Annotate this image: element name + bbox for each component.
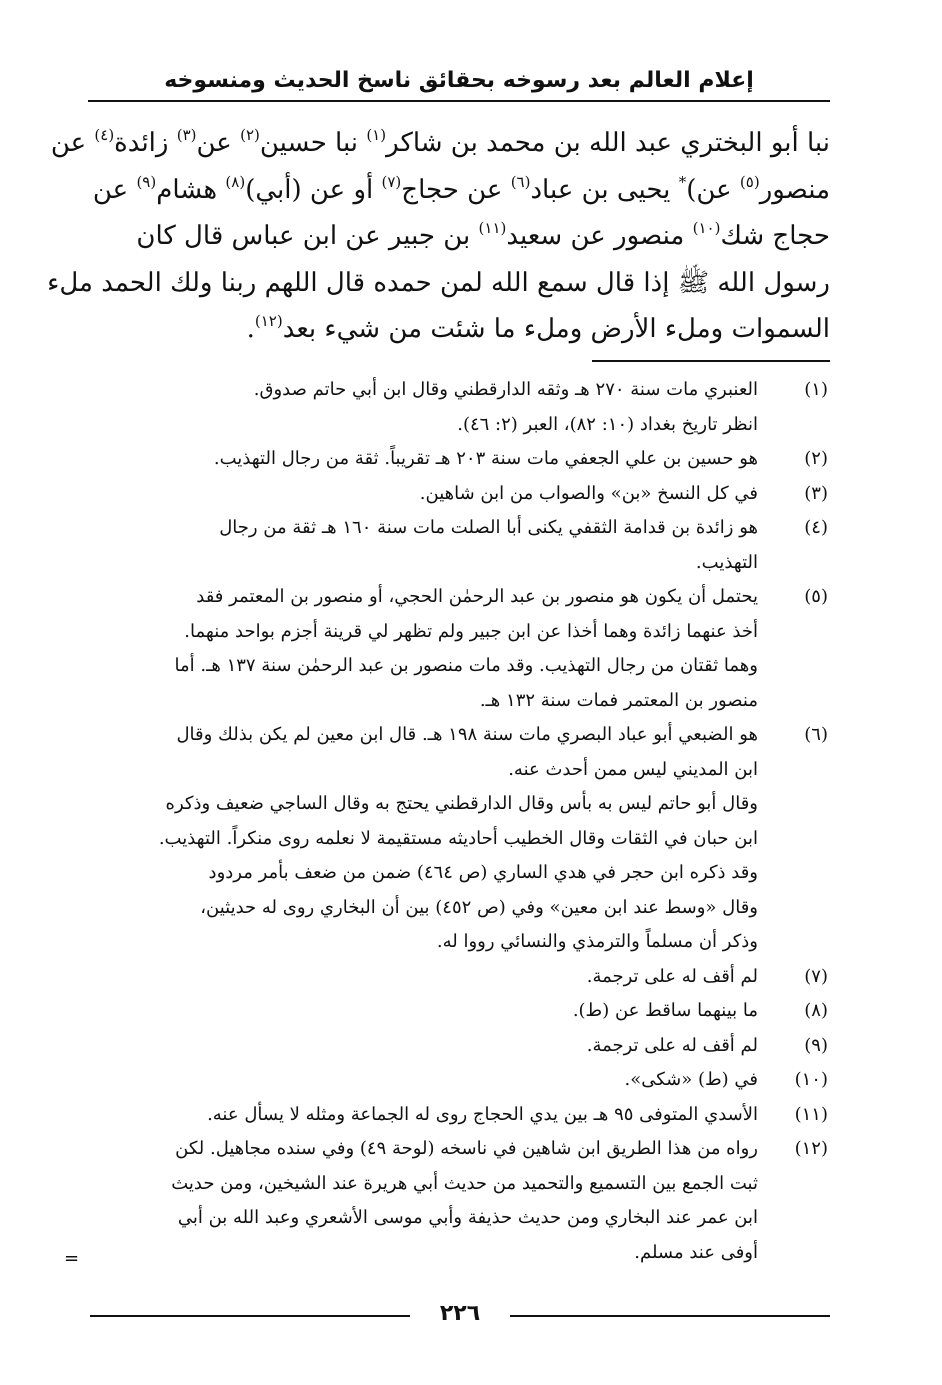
footnote-line: أوفى عند مسلم.	[634, 1241, 758, 1263]
footnote-ref: (٥)	[739, 172, 760, 191]
footnote-line: وذكر أن مسلماً والترمذي والنسائي رووا له.	[436, 931, 758, 952]
text-run: نبا أبو البختري عبد الله بن محمد بن شاكر	[386, 128, 830, 158]
footnote-line: هو الضبعي أبو عباد البصري مات سنة ١٩٨ هـ. قال ابن معين لم يكن بذلك وقال	[176, 724, 758, 745]
text-run: عن	[92, 174, 137, 205]
text-run: منصور	[759, 174, 830, 205]
footnote-line: رواه من هذا الطريق ابن شاهين في ناسخه (لوحة ٤٩) وفي سنده مجاهيل. لكن	[175, 1138, 758, 1159]
header-rule	[88, 100, 830, 102]
footnote-number: (٤)	[804, 517, 828, 538]
footnote	[100, 442, 830, 477]
footnote-line: ابن حبان في الثقات وقال الخطيب أحاديثه مستقيمة لا نعلمه روى منكراً. التهذيب.	[158, 827, 758, 849]
footnote-ref: (١٢)	[254, 312, 283, 330]
footnote-line: في كل النسخ «بن» والصواب من ابن شاهين.	[419, 482, 758, 504]
footnote-number: (١١)	[794, 1103, 828, 1125]
margin-continuation-mark: =	[64, 1248, 80, 1269]
footnote-line: يحتمل أن يكون هو منصور بن عبد الرحمٰن الحجي، أو منصور بن المعتمر فقد	[196, 586, 758, 607]
footnote-line: ابن عمر عند البخاري ومن حديث حذيفة وأبي موسى الأشعري وعبد الله بن أبي	[177, 1207, 758, 1228]
footnotes	[100, 373, 830, 1270]
footnote-ref: (١١)	[478, 219, 507, 237]
main-text-line	[47, 260, 830, 307]
footer-rule-left	[90, 1315, 410, 1317]
footnote-ref: (٢)	[240, 126, 260, 144]
main-text	[47, 120, 830, 353]
text-run: أو عن (أبي)	[245, 174, 382, 205]
footnote-ref: (٣)	[176, 126, 197, 144]
footnote	[100, 718, 830, 960]
footnote-number: (١٢)	[794, 1138, 828, 1159]
text-run: هشام	[156, 174, 226, 205]
footnote-line: الأسدي المتوفى ٩٥ هـ بين يدي الحجاج روى له الجماعة ومثله لا يسأل عنه.	[207, 1103, 758, 1125]
text-run: عن	[50, 128, 95, 158]
footnote	[100, 373, 830, 442]
text-run: بن جبير عن ابن عباس قال كان	[136, 221, 479, 251]
running-head: إعلام العالم بعد رسوخه بحقائق ناسخ الحديث ومنسوخه	[164, 68, 754, 93]
footnote-line: انظر تاريخ بغداد (١٠: ٨٢)، العبر (٢: ٤٦).	[457, 413, 758, 435]
footnote-line: ابن المديني ليس ممن أحدث عنه.	[508, 758, 758, 780]
footnote	[100, 477, 830, 512]
footnote-line: وقد ذكره ابن حجر في هدي الساري (ص ٤٦٤) ضمن من ضعف بأمر مردود	[208, 862, 758, 883]
footnote-line: منصور بن المعتمر فمات سنة ١٣٢ هـ.	[479, 689, 758, 711]
footnote	[100, 960, 830, 995]
text-run: يحيى بن عباد	[530, 174, 679, 205]
footnote-number: (٢)	[804, 448, 828, 469]
footnote-number: (٩)	[804, 1034, 828, 1056]
footnote	[100, 1098, 830, 1133]
text-run: رسول الله ﷺ إذا قال سمع الله لمن حمده قال اللهم ربنا ولك الحمد ملء	[47, 267, 830, 298]
footnote-line: العنبري مات سنة ٢٧٠ هـ وثقه الدارقطني وقال ابن أبي حاتم صدوق.	[253, 379, 758, 400]
footnote-number: (٨)	[804, 1000, 828, 1021]
text-run: منصور عن سعيد	[506, 221, 693, 251]
text-run: نبا حسين	[259, 128, 367, 158]
footnote-line: التهذيب.	[695, 551, 758, 573]
footnote	[100, 994, 830, 1029]
footnote-ref: (١٠)	[692, 219, 721, 237]
text-run: عن)	[686, 174, 740, 205]
text-run: زائدة	[114, 128, 177, 158]
footnote-ref: (١)	[366, 126, 387, 144]
footnote-ref: (٦)	[510, 172, 531, 191]
main-text-line	[100, 213, 830, 260]
footnote	[100, 511, 830, 580]
footnote-line: لم أقف له على ترجمة.	[586, 965, 758, 987]
text-run: .	[246, 314, 255, 344]
text-run: عن حجاج	[401, 174, 511, 205]
footnote	[100, 1029, 830, 1064]
footnote-number: (٦)	[804, 724, 828, 745]
footnote-line: هو زائدة بن قدامة الثقفي يكنى أبا الصلت مات سنة ١٦٠ هـ ثقة من رجال	[219, 517, 758, 538]
footnote-ref: *	[678, 172, 687, 191]
footnote-ref: (٩)	[136, 172, 157, 191]
footnote-number: (٥)	[804, 586, 828, 607]
footnote	[100, 1132, 830, 1270]
footnote-number: (١٠)	[794, 1069, 828, 1090]
footnote-line: ثبت الجمع بين التسميع والتحميد من حديث أبي هريرة عند الشيخين، ومن حديث	[171, 1172, 758, 1194]
footnote-line: وقال «وسط عند ابن معين» وفي (ص ٤٥٢) بين أن البخاري روى له حديثين،	[200, 896, 758, 918]
footnote-line: وقال أبو حاتم ليس به بأس وقال الدارقطني يحتج به وقال الساجي ضعيف وذكره	[165, 793, 758, 814]
text-run: عن	[196, 128, 241, 158]
footnote-ref: (٨)	[225, 172, 246, 191]
footer-rule-right	[510, 1315, 830, 1317]
main-text-line	[50, 120, 830, 167]
footnote-line: أخذ عنهما زائدة وهما أخذا عن ابن جبير ولم تظهر لي قرينة أجزم بواحد منهما.	[184, 620, 758, 642]
footnote	[100, 580, 830, 718]
page-number: ٢٢٦	[439, 1301, 481, 1326]
text-run: السموات وملء الأرض وملء ما شئت من شيء بعد	[282, 314, 830, 344]
main-text-line	[100, 306, 830, 353]
footnote-ref: (٧)	[381, 172, 402, 191]
footnote-line: هو حسين بن علي الجعفي مات سنة ٢٠٣ هـ تقريباً. ثقة من رجال التهذيب.	[213, 448, 758, 469]
footnote-line: في (ط) «شكى».	[624, 1069, 758, 1090]
footnote-line: وهما ثقتان من رجال التهذيب. وقد مات منصور بن عبد الرحمٰن سنة ١٣٧ هـ. أما	[174, 655, 758, 676]
footnote-number: (٧)	[804, 965, 828, 987]
footnote-line: لم أقف له على ترجمة.	[586, 1034, 758, 1056]
footnote	[100, 1063, 830, 1098]
footnote-number: (١)	[804, 379, 828, 400]
footnote-number: (٣)	[804, 482, 828, 504]
main-text-line	[92, 167, 830, 214]
footnote-line: ما بينهما ساقط عن (ط).	[572, 1000, 758, 1021]
page-footer	[90, 1296, 830, 1332]
footnote-ref: (٤)	[94, 126, 115, 144]
text-run: حجاج شك	[720, 221, 830, 251]
footnote-separator	[592, 360, 830, 362]
